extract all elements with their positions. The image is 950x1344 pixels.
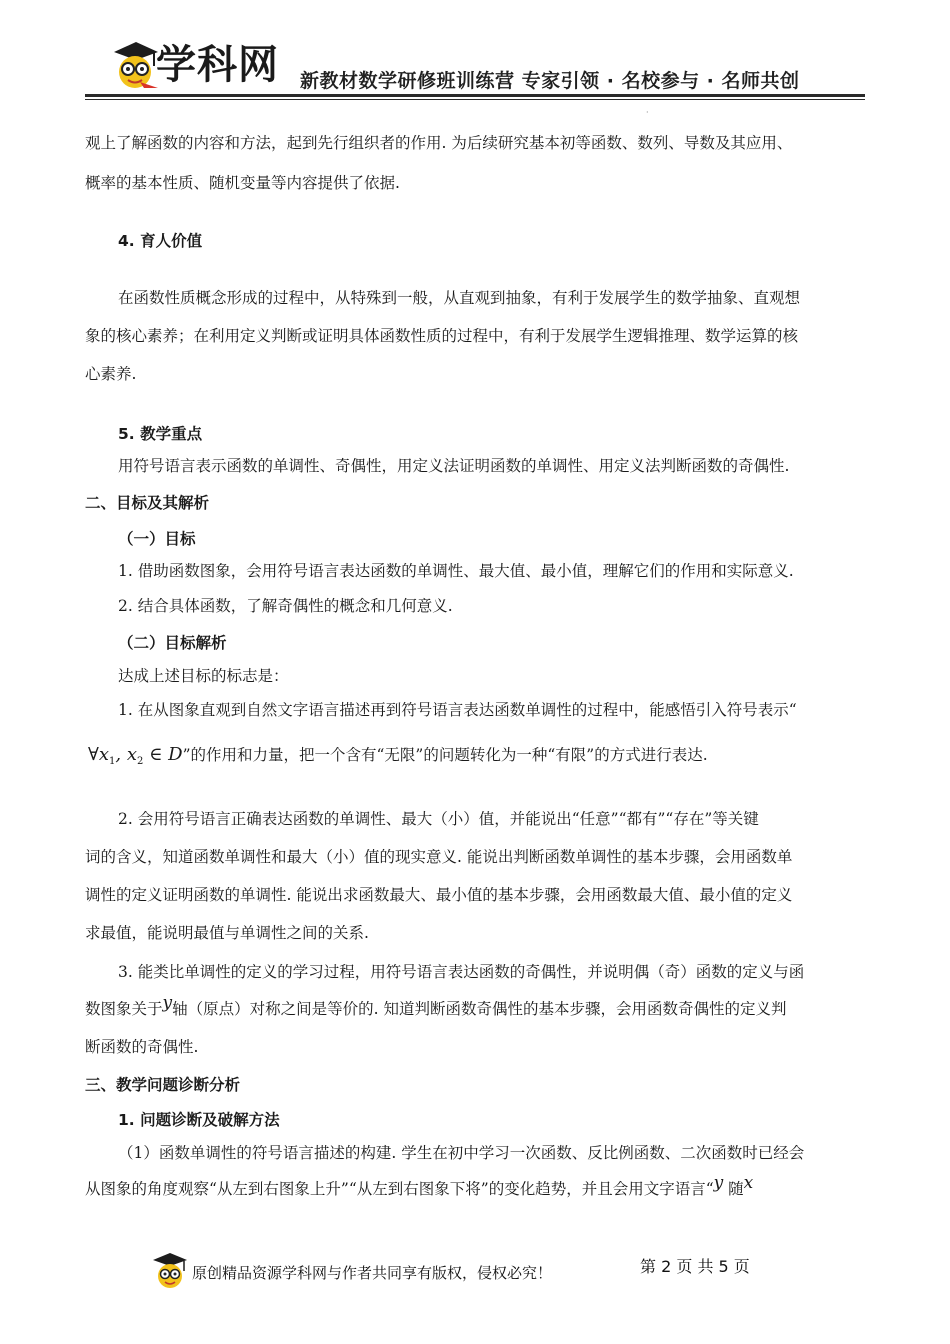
paragraph-line: 在函数性质概念形成的过程中，从特殊到一般，从直观到抽象，有利于发展学生的数学抽象、直观想: [118, 289, 801, 307]
math-subscript: 1: [109, 756, 116, 768]
paragraph-text: ”的作用和力量，把一个含有“无限”的问题转化为一种“有限”的方式进行表达.: [182, 746, 708, 764]
part-heading: 二、目标及其解析: [85, 494, 210, 512]
header-rule-thin: [85, 99, 865, 100]
subsection-heading: （二）目标解析: [118, 634, 227, 652]
paragraph-line: 心素养.: [85, 365, 137, 383]
math-subscript: 2: [137, 756, 144, 768]
paragraph-line: （1）函数单调性的符号语言描述的构建. 学生在初中学习一次函数、反比例函数、二次函数时已经会: [118, 1144, 805, 1162]
decorative-dot: ·: [646, 108, 649, 117]
header-tagline: 新教材数学研修班训练营 专家引领 · 名校参与 · 名师共创: [300, 70, 800, 92]
paragraph-line: 求最值，能说明最值与单调性之间的关系.: [85, 924, 369, 942]
paragraph-line: 象的核心素养；在利用定义判断或证明具体函数性质的过程中，有利于发展学生逻辑推理、数学运算的核: [85, 327, 799, 345]
footer-logo: [150, 1250, 190, 1294]
paragraph-line: 断函数的奇偶性.: [85, 1038, 199, 1056]
math-variable: y: [713, 1173, 724, 1193]
paragraph-line: 2. 结合具体函数，了解奇偶性的概念和几何意义.: [118, 597, 453, 615]
paragraph-line: 达成上述目标的标志是：: [118, 667, 289, 685]
math-variable: y: [162, 993, 173, 1013]
section-heading: 5. 教学重点: [118, 425, 203, 443]
paragraph-line: 2. 会用符号语言正确表达函数的单调性、最大（小）值，并能说出“任意”“都有”“存在”等关键: [118, 810, 759, 828]
mascot-logo-icon: [110, 38, 160, 96]
footer-copyright: 原创精品资源学科网与作者共同享有版权，侵权必究！: [192, 1264, 553, 1282]
mascot-small-icon: [150, 1250, 190, 1294]
header-rule: [85, 94, 865, 97]
formula-line: [88, 738, 708, 779]
subsection-heading: （一）目标: [118, 530, 196, 548]
paragraph-text: 数图象关于: [85, 1000, 163, 1018]
math-set: ∈ D: [143, 744, 183, 765]
subsection-heading: 1. 问题诊断及破解方法: [118, 1111, 280, 1129]
paragraph-text: 轴（原点）对称之间是等价的. 知道判断函数奇偶性的基本步骤，会用函数奇偶性的定义判: [172, 1000, 787, 1018]
paragraph-line: 3. 能类比单调性的定义的学习过程，用符号语言表达函数的奇偶性，并说明偶（奇）函数的定义与函: [118, 963, 805, 981]
page-number: 第 2 页 共 5 页: [640, 1257, 750, 1276]
site-logo: [110, 38, 280, 96]
paragraph-line: 1. 借助函数图象，会用符号语言表达函数的单调性、最大值、最小值，理解它们的作用和实际意义.: [118, 562, 794, 580]
paragraph-line: [85, 992, 786, 1026]
math-variable: x: [743, 1173, 754, 1193]
section-heading: 4. 育人价值: [118, 232, 203, 250]
math-forall: ∀x: [88, 744, 110, 765]
part-heading: 三、教学问题诊断分析: [85, 1076, 241, 1094]
paragraph-line: 词的含义，知道函数单调性和最大（小）值的现实意义. 能说出判断函数单调性的基本步骤，会用函数单: [85, 848, 793, 866]
paragraph-line: 观上了解函数的内容和方法，起到先行组织者的作用. 为后续研究基本初等函数、数列、导数及其应用、: [85, 134, 793, 152]
paragraph-line: 概率的基本性质、随机变量等内容提供了依据.: [85, 174, 400, 192]
paragraph-line: [85, 1172, 753, 1206]
math-variable: , x: [115, 744, 137, 765]
paragraph-line: 用符号语言表示函数的单调性、奇偶性，用定义法证明函数的单调性、用定义法判断函数的奇偶性.: [118, 457, 790, 475]
logo-text: 学科网: [156, 42, 279, 88]
paragraph-text: 从图象的角度观察“从左到右图象上升”“从左到右图象下将”的变化趋势，并且会用文字语言“: [85, 1180, 714, 1198]
paragraph-text: 随: [723, 1180, 744, 1198]
paragraph-line: 1. 在从图象直观到自然文字语言描述再到符号语言表达函数单调性的过程中，能感悟引入符号表示“: [118, 701, 797, 719]
paragraph-line: 调性的定义证明函数的单调性. 能说出求函数最大、最小值的基本步骤，会用函数最大值、最小值的定义: [85, 886, 793, 904]
